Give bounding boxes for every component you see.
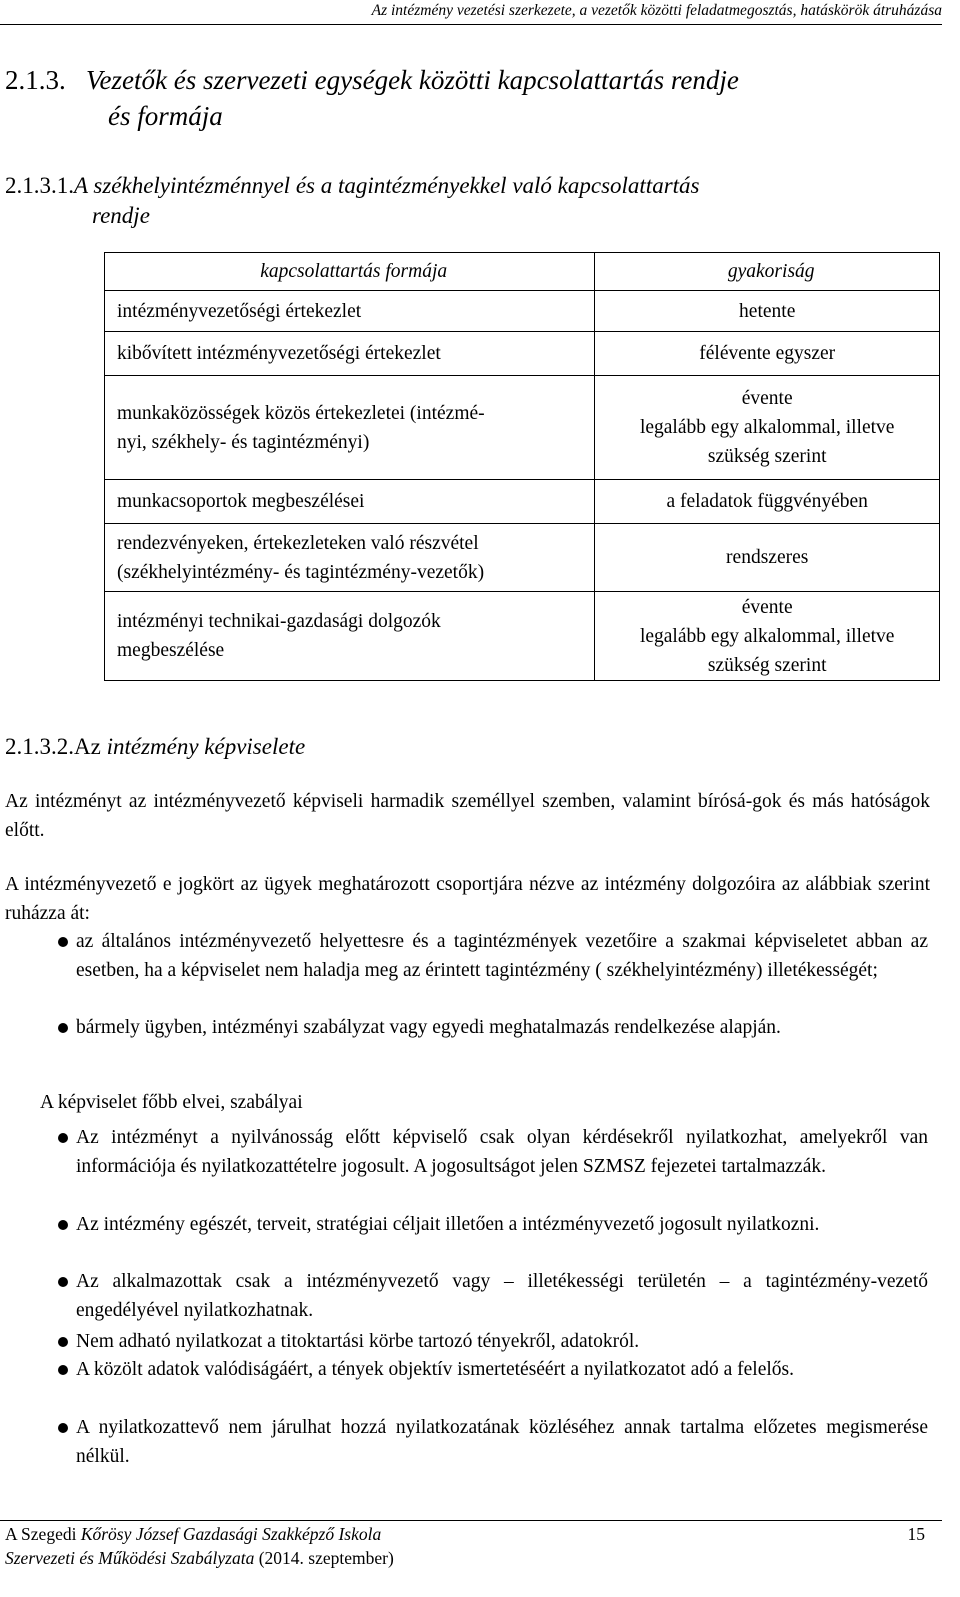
form-text: intézményi technikai-gazdasági dolgozók	[117, 611, 441, 632]
form-cell	[105, 332, 595, 376]
section-title-line1: Vezetők és szervezeti egységek közötti kapcsolattartás rendje	[86, 65, 739, 95]
frequency-text: évente	[741, 388, 793, 409]
form-text: kibővített intézményvezetőségi értekezlet	[117, 343, 441, 364]
principles-heading: A képviselet főbb elvei, szabályai	[40, 1092, 303, 1113]
bullet-text: A közölt adatok valódiságáért, a tények objektív ismertetéséért a nyilatkozatot adó a felelős.	[76, 1359, 794, 1380]
form-text: nyi, székhely- és tagintézményi)	[117, 431, 370, 453]
frequency-text: szükség szerint	[707, 654, 827, 676]
bullet-text: A nyilatkozattevő nem járulhat hozzá nyilatkozatának közléséhez annak tartalma előzetes megismerése nélkül.	[76, 1417, 928, 1467]
form-text: rendezvényeken, értekezleteken való részvétel	[117, 532, 479, 554]
form-text: intézményvezetőségi értekezlet	[117, 300, 362, 322]
footer-doc-italic: Szervezeti és Működési Szabályzata	[5, 1548, 255, 1568]
paragraph-delegation: A intézményvezető e jogkört az ügyek meghatározott csoportjára nézve az intézmény dolgozóira az alábbiak szerint ruházza át:	[5, 874, 930, 924]
delegation-bullet	[58, 927, 928, 985]
frequency-cell	[595, 332, 940, 376]
frequency-text: a feladatok függvényében	[666, 491, 868, 512]
bullet-text: Az intézmény egészét, terveit, stratégiai céljait illetően a intézményvezető jogosult nyilatkozni.	[76, 1214, 820, 1235]
table-row	[105, 524, 940, 592]
footer-doc-date: (2014. szeptember)	[258, 1548, 394, 1568]
bullet-icon	[58, 1023, 68, 1033]
form-cell	[105, 592, 595, 681]
frequency-text: szükség szerint	[707, 446, 827, 467]
table-header-row	[105, 253, 940, 291]
running-header	[0, 2, 942, 25]
frequency-text: rendszeres	[726, 547, 809, 568]
frequency-cell	[595, 291, 940, 332]
bullet-text: Az alkalmazottak csak a intézményvezető vagy – illetékességi területén – a tagintézmény-vezető engedélyével nyilatkozhatnak.	[76, 1271, 928, 1321]
bullet-icon	[58, 1365, 68, 1375]
principle-bullet	[58, 1355, 928, 1384]
form-text: (székhelyintézmény- és tagintézmény-vezetők)	[117, 561, 485, 583]
frequency-cell	[595, 592, 940, 681]
footer	[5, 1524, 930, 1569]
footer-rule	[0, 1520, 942, 1521]
frequency-text: legalább egy alkalommal, illetve	[639, 417, 895, 438]
section-heading-2-1-3-1	[5, 171, 930, 231]
form-cell	[105, 524, 595, 592]
paragraph-representation: Az intézményt az intézményvezető képviseli harmadik személlyel szemben, valamint bírósá-gok és más hatóságok előtt.	[5, 791, 930, 841]
delegation-bullet	[58, 1013, 928, 1042]
footer-school-italic: Kőrösy József Gazdasági Szakképző Iskola	[80, 1524, 382, 1544]
bullet-icon	[58, 1220, 68, 1230]
page-number: 15	[907, 1524, 925, 1544]
subsection-title-line1: A székhelyintézménnyel és a tagintézményekkel való kapcsolattartás	[74, 173, 700, 198]
frequency-text: hetente	[739, 300, 796, 322]
section-heading-2-1-3-2	[5, 732, 930, 762]
header-form: kapcsolattartás formája	[105, 253, 595, 291]
frequency-text: félévente egyszer	[699, 343, 836, 364]
frequency-cell	[595, 524, 940, 592]
bullet-icon	[58, 1337, 68, 1347]
running-title: Az intézmény vezetési szerkezete, a vezetők közötti feladatmegosztás, hatáskörök átruházása	[371, 2, 942, 19]
principle-bullet	[58, 1327, 928, 1356]
subsection-title-line2: rendje	[92, 203, 150, 228]
frequency-text: legalább egy alkalommal, illetve	[639, 625, 895, 647]
contact-table	[104, 252, 940, 681]
principle-bullet	[58, 1267, 928, 1325]
bullet-text: az általános intézményvezető helyettesre és a tagintézmények vezetőire a szakmai képviseletet abban az esetben, ha a képviselet nem haladja meg az érintett tagintézmény ( székhelyintézmény) illetékességét;	[76, 931, 928, 981]
bullet-text: Az intézményt a nyilvánosság előtt képviselő csak olyan kérdésekről nyilatkozhat, amelyekről van információja és nyilatkozattételre jogosult. A jogosultságot jelen SZMSZ fejezetei tartalmazzák.	[76, 1127, 928, 1177]
header-frequency: gyakoriság	[595, 253, 940, 291]
bullet-text: bármely ügyben, intézményi szabályzat vagy egyedi meghatalmazás rendelkezése alapján.	[76, 1017, 781, 1038]
footer-school-plain: A Szegedi	[5, 1524, 77, 1544]
section-heading-2-1-3	[5, 62, 935, 134]
subsection-title-plain: Az	[74, 734, 101, 759]
subsection-title-italic: intézmény képviselete	[106, 734, 306, 759]
principle-bullet	[58, 1413, 928, 1471]
form-cell	[105, 480, 595, 524]
section-title-line2: és formája	[108, 101, 223, 131]
form-text: megbeszélése	[117, 640, 225, 661]
subsection-number: 2.1.3.1.	[5, 173, 74, 198]
frequency-cell	[595, 480, 940, 524]
form-cell	[105, 291, 595, 332]
principle-bullet	[58, 1210, 928, 1239]
section-number: 2.1.3.	[5, 65, 66, 95]
bullet-icon	[58, 1423, 68, 1433]
frequency-cell	[595, 376, 940, 480]
bullet-icon	[58, 937, 68, 947]
bullet-text: Nem adható nyilatkozat a titoktartási körbe tartozó tényekről, adatokról.	[76, 1331, 640, 1352]
form-cell	[105, 376, 595, 480]
form-text: munkacsoportok megbeszélései	[117, 491, 365, 512]
principle-bullet	[58, 1123, 928, 1181]
table-row	[105, 291, 940, 332]
subsection-number: 2.1.3.2.	[5, 734, 74, 759]
table-row	[105, 376, 940, 480]
form-text: munkaközösségek közös értekezletei (intézmé-	[117, 402, 485, 424]
bullet-icon	[58, 1133, 68, 1143]
bullet-icon	[58, 1277, 68, 1287]
table-row	[105, 592, 940, 681]
table-row	[105, 332, 940, 376]
table-row	[105, 480, 940, 524]
frequency-text: évente	[741, 596, 793, 618]
